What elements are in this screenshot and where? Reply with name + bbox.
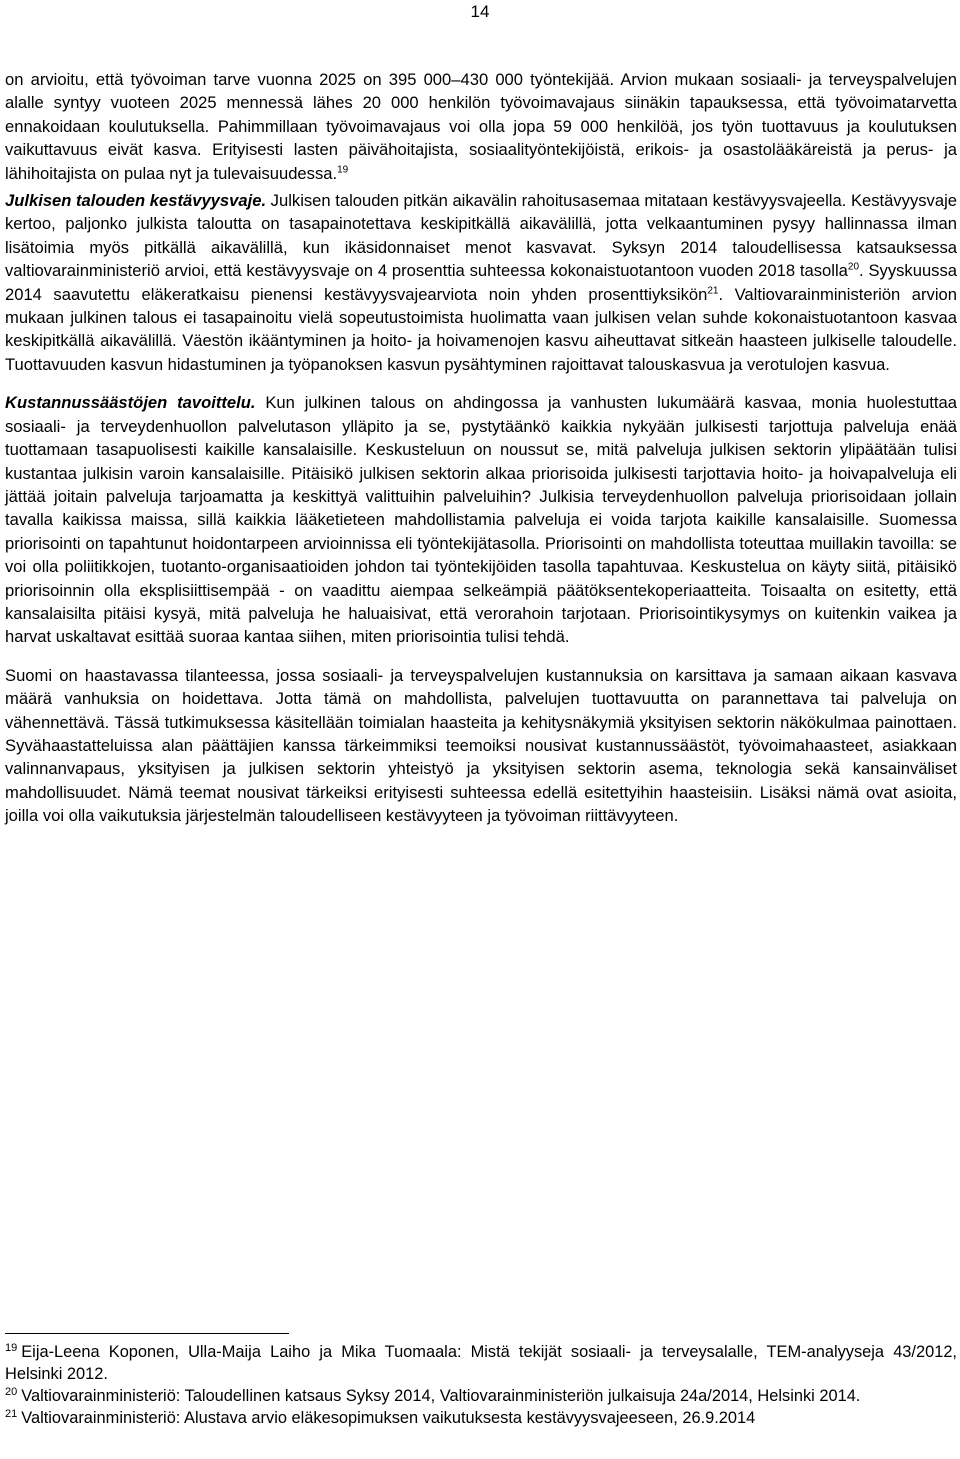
footnote-ref-19[interactable]: 19 xyxy=(337,164,349,176)
paragraph-text: . Valtiovarainministeriön arvion mukaan julkinen talous ei tasapainoitu vielä sopeutustoimista huolimatta vaan julkisen velan suhde kokonaistuotantoon kasvaa keskipitkällä aikavälillä. Väestön ikääntyminen ja hoito- ja hoivamenojen kasvu aiheuttavat sitkeän haasteen julkiselle taloudelle. Tuottavuuden kasvun hidastuminen ja työpanoksen kasvun pysähtyminen rajoittavat talouskasvua ja verotulojen kasvua. xyxy=(5,284,957,374)
footnote-separator xyxy=(5,1333,289,1334)
footnote-21 xyxy=(5,1407,957,1429)
footnote-ref-21[interactable]: 21 xyxy=(707,285,719,297)
paragraph-cost-savings xyxy=(5,391,957,648)
footnote-number: 21 xyxy=(5,1407,18,1420)
footnote-20 xyxy=(5,1385,957,1407)
footnote-number: 20 xyxy=(5,1385,18,1398)
paragraph-finland-situation xyxy=(5,664,957,828)
section-heading-cost-savings: Kustannussäästöjen tavoittelu. xyxy=(5,393,256,413)
footnote-text: Valtiovarainministeriö: Alustava arvio eläkesopimuksen vaikutuksesta kestävyysvajeeseen, 26.9.2014 xyxy=(21,1409,756,1427)
footnote-number: 19 xyxy=(5,1341,18,1354)
paragraph-text: Kun julkinen talous on ahdingossa ja vanhusten lukumäärä kasvaa, monia huolestuttaa sosiaali- ja terveydenhuollon palvelutason ylläpito ja se, pystytäänkö kaikkia nykyään julkisesti tarjottuja palveluja enää tuottamaan tasapuolisesti kaikille kansalaisille. Keskusteluun on noussut se, mitä palveluja julkisen sektorin ylipäätään tulisi kustantaa julkisin varoin kansalaisille. Pitäisikö julkisen sektorin alkaa priorisoida julkisesti tarjottavia hoito- ja hoivapalveluja eli jättää joitain palveluja tarjoamatta ja keskittyä valittuihin palveluihin? Julkisia terveydenhuollon palveluja priorisoidaan jollain tavalla kaikissa maissa, sillä kaikkia lääketieteen mahdollistamia palveluja ei voida tarjota kaikille kansalaisille. Suomessa priorisointi on tapahtunut hoidontarpeen arvioinnissa eli työntekijätasolla. Priorisointi on mahdollista toteuttaa muillakin tavoilla: se voi olla poliitikkojen, tuotanto-organisaatioiden johdon tai työntekijöiden tasolla tapahtuvaa. Keskustelua on käyty siitä, pitäisikö priorisoinnin olla eksplisiittisempää - on vaadittu aiempaa selkeämpiä päätöksentekoperiaatteita. Toisaalta on esitetty, että kansalaisilta pitäisi kysyä, mitä palveluja he haluaisivat, että verorahoin tarjotaan. Priorisointikysymys on kuitenkin vaikea ja harvat uskaltavat esittää suoraa kantaa siihen, miten priorisointia tulisi tehdä. xyxy=(5,393,957,647)
footnote-19 xyxy=(5,1341,957,1385)
footnote-text: Eija-Leena Koponen, Ulla-Maija Laiho ja Mika Tuomaala: Mistä tekijät sosiaali- ja terveysalalle, TEM-analyyseja 43/2012, Helsinki 2012. xyxy=(5,1343,957,1383)
paragraph-workforce xyxy=(5,68,957,185)
paragraph-text: on arvioitu, että työvoiman tarve vuonna 2025 on 395 000–430 000 työntekijää. Arvion mukaan sosiaali- ja terveyspalvelujen alalle syntyy vuoteen 2025 mennessä lähes 20 000 henkilön työvoimavajaus siinäkin tapauksessa, että työvoimatarvetta ennakoidaan koulutuksella. Pahimmillaan työvoimavajaus voi olla jopa 59 000 henkilöä, jos työn tuottavuus ja koulutuksen vaikuttavuus eivät kasva. Erityisesti lasten päivähoitajista, sosiaalityöntekijöistä, erikois- ja osastolääkäreistä ja perus- ja lähihoitajista on pulaa nyt ja tulevaisuudessa. xyxy=(5,70,957,183)
footnote-ref-20[interactable]: 20 xyxy=(847,261,860,273)
section-heading-sustainability-gap: Julkisen talouden kestävyysvaje. xyxy=(5,191,267,211)
footnotes xyxy=(5,1341,957,1429)
body-text xyxy=(5,68,957,843)
paragraph-sustainability-gap xyxy=(5,189,957,376)
paragraph-text: . Syyskuussa 2014 saavutettu eläkeratkaisu pienensi kestävyysvajearviota noin yhden prosenttiyksikön xyxy=(5,261,958,304)
paragraph-text: Julkisen talouden pitkän aikavälin rahoitusasemaa mitataan kestävyysvajeella. Kestävyysvaje kertoo, paljonko julkista taloutta on tasapainotettava keskipitkällä aikavälillä, jotta velkaantuminen pysyy hallinnassa ilman lisätoimia myös pitkällä aikavälillä, kun ikäsidonnaiset menot kasvavat. Syksyn 2014 taloudellisessa katsauksessa valtiovarainministeriö arvioi, että kestävyysvaje on 4 prosenttia suhteessa kokonaistuotantoon vuoden 2018 tasolla xyxy=(5,191,958,281)
page-number: 14 xyxy=(470,2,490,21)
paragraph-text: Suomi on haastavassa tilanteessa, jossa sosiaali- ja terveyspalvelujen kustannuksia on karsittava ja samaan aikaan kasvava määrä vanhuksia on hoidettava. Jotta tämä on mahdollista, palvelujen tuottavuutta on parannettava tai palveluja on vähennettävä. Tässä tutkimuksessa käsitellään toimialan haasteita ja kehitysnäkymiä yksityisen sektorin näkökulmaa painottaen. Syvähaastatteluissa alan päättäjien kanssa tärkeimmiksi teemoiksi nousivat kustannussäästöt, työvoimahaasteet, asiakkaan valinnanvapaus, yksityisen ja julkisen sektorin yhteistyö ja yksityisen sektorin asema, teknologia sekä kansainväliset mahdollisuudet. Nämä teemat nousivat tärkeiksi erityisesti suhteessa edellä esitettyihin haasteisiin. Lisäksi nämä ovat asioita, joilla voi olla vaikutuksia järjestelmän taloudelliseen kestävyyteen ja työvoiman riittävyyteen. xyxy=(5,665,957,826)
footnote-text: Valtiovarainministeriö: Taloudellinen katsaus Syksy 2014, Valtiovarainministeriön julkaisuja 24a/2014, Helsinki 2014. xyxy=(21,1387,861,1405)
